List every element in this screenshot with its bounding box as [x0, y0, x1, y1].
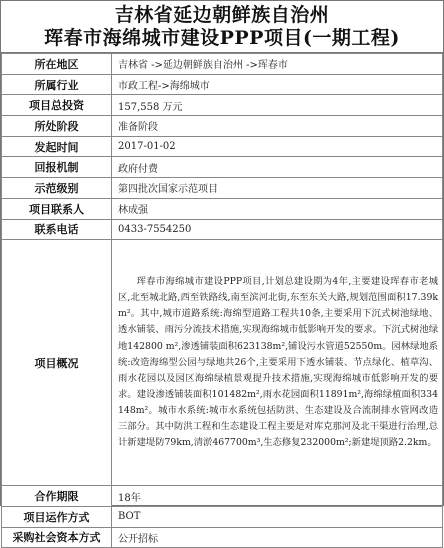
- value-return-mechanism: 政府付费: [112, 157, 443, 178]
- value-total-investment: 157,558 万元: [112, 95, 443, 116]
- project-info-table: [1, 53, 443, 548]
- label-start-date: 发起时间: [2, 136, 112, 157]
- value-stage: 准备阶段: [112, 116, 443, 137]
- label-operation-mode: 项目运作方式: [2, 506, 112, 527]
- label-procurement-method: 采购社会资本方式: [2, 527, 112, 548]
- row-region: [2, 54, 443, 75]
- row-return-mechanism: [2, 157, 443, 178]
- value-industry: 市政工程->海绵城市: [112, 74, 443, 95]
- title-block: [1, 1, 443, 53]
- value-contact-person: 林成强: [112, 198, 443, 219]
- label-overview: 项目概况: [2, 240, 112, 486]
- value-operation-mode: BOT: [112, 506, 443, 527]
- label-demo-level: 示范级别: [2, 178, 112, 199]
- title-line-1: 吉林省延边朝鲜族自治州: [114, 4, 330, 26]
- label-region: 所在地区: [2, 54, 112, 75]
- label-contact-person: 项目联系人: [2, 198, 112, 219]
- value-cooperation-period: 18年: [112, 486, 443, 507]
- row-stage: [2, 116, 443, 137]
- row-overview: [2, 240, 443, 486]
- row-demo-level: [2, 178, 443, 199]
- label-return-mechanism: 回报机制: [2, 157, 112, 178]
- row-total-investment: [2, 95, 443, 116]
- row-procurement-method: [2, 527, 443, 548]
- label-cooperation-period: 合作期限: [2, 486, 112, 507]
- row-cooperation-period: [2, 486, 443, 507]
- value-demo-level: 第四批次国家示范项目: [112, 178, 443, 199]
- value-phone: 0433-7554250: [112, 219, 443, 240]
- label-industry: 所属行业: [2, 74, 112, 95]
- label-phone: 联系电话: [2, 219, 112, 240]
- row-phone: [2, 219, 443, 240]
- row-contact-person: [2, 198, 443, 219]
- row-start-date: [2, 136, 443, 157]
- value-procurement-method: 公开招标: [112, 527, 443, 548]
- value-region: 吉林省 ->延边朝鲜族自治州 ->珲春市: [112, 54, 443, 75]
- label-total-investment: 项目总投资: [2, 95, 112, 116]
- label-stage: 所处阶段: [2, 116, 112, 137]
- row-industry: [2, 74, 443, 95]
- title-line-2: 珲春市海绵城市建设PPP项目(一期工程): [44, 27, 400, 49]
- overview-text: 珲春市海绵城市建设PPP项目,计划总建设期为4年,主要建设珲春市老城区,北至城北路,西至铁路线,南至滨河北街,东至东关大路,规划范围面积17.39km²。其中,城市道路系统:海绵型道路工程共10条,主要采用下沉式树池绿地、透水铺装、雨污分流技术措施,实现海绵城市低影响开发的要求。下沉式树池绿地142800 m²,渗透铺装面积623138m²,铺设污水管道52550m。园林绿地系统:改造海绵型公园与绿地共26个,主要采用下透水铺装、节点绿化、植草沟、雨水花园以及园区海绵绿植景观提升技术措施,实现海绵城市低影响开发的要求。建设渗透铺装面积101482m²,雨水花园面积11891m²,海绵绿植面积334148m²。城市水系统:城市水系统包括防洪、生态建设及合流制排水管网改造三部分。其中防洪工程和生态建设工程主要是对库克那河及北干渠进行治理,总计新建堤防79km,清淤467700m³,生态修复232000m²;新建堤顶路2.2km。: [112, 240, 443, 486]
- row-operation-mode: [2, 506, 443, 527]
- value-start-date: 2017-01-02: [112, 136, 443, 157]
